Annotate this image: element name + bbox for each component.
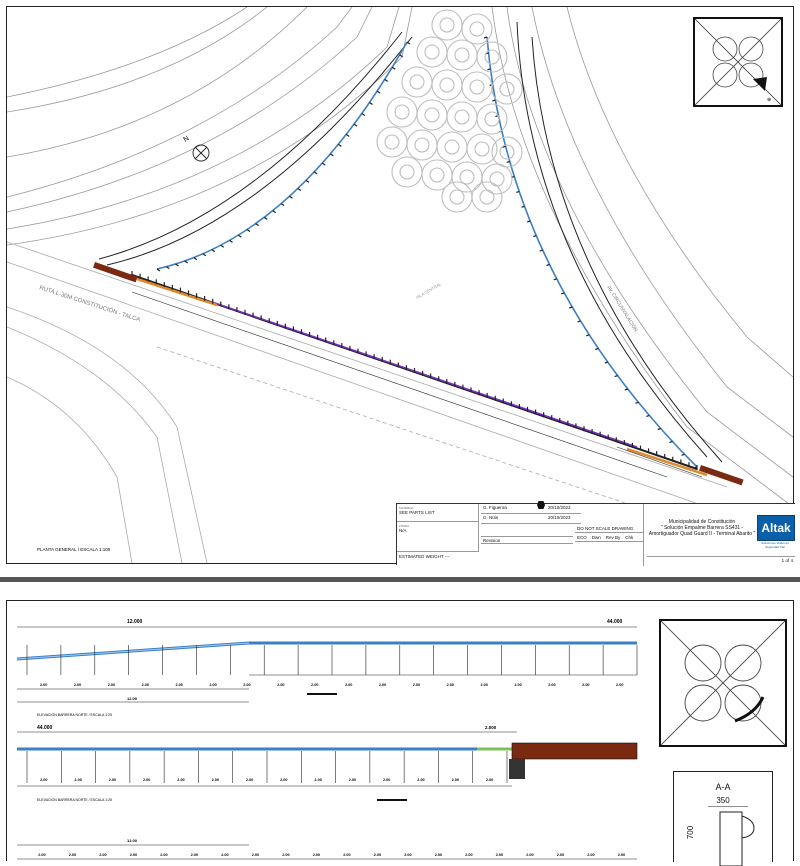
post-mark [157, 269, 160, 271]
post-mark [370, 102, 373, 104]
spacing-label: 2.00 [209, 683, 217, 687]
island-label: ISLA CENTRAL [415, 281, 442, 300]
drawn-by: G. Figueroa [483, 505, 507, 510]
post-mark [669, 441, 672, 442]
key-plan-minimap-2 [659, 619, 787, 747]
post-mark [264, 217, 267, 219]
post-mark [561, 293, 564, 294]
spacing-label: 2.00 [277, 683, 285, 687]
section-profile [700, 806, 760, 866]
post-mark [569, 307, 572, 308]
spacing-label: 2.00 [282, 853, 290, 857]
tree-icon [432, 70, 462, 100]
spacing-label: 2.00 [74, 778, 82, 782]
spacing-label: 2.00 [243, 683, 251, 687]
elevation-drawing [7, 601, 657, 862]
top-dim-1: 12.000 [127, 619, 143, 625]
spacing-label: 2.00 [343, 853, 351, 857]
spacing-label: 2.00 [175, 683, 183, 687]
post-mark [212, 250, 215, 252]
bottom-dim: 12.00 [127, 838, 138, 843]
tree-icon [442, 182, 472, 212]
tree-icon [432, 10, 462, 40]
spacing-label: 2.00 [434, 853, 443, 857]
spacing-label: 2.00 [617, 853, 626, 857]
post-mark [230, 240, 233, 242]
post-mark [346, 134, 349, 136]
date-2: 20/10/2023 [548, 515, 571, 520]
mid-dim-1: 44.000 [37, 725, 53, 731]
spacing-label: 2.00 [251, 853, 260, 857]
section-aa [673, 771, 773, 862]
spacing-label: 2.00 [211, 778, 219, 782]
spacing-label: 2.00 [526, 853, 534, 857]
post-mark [238, 235, 241, 237]
post-mark [338, 144, 341, 146]
post-mark [407, 42, 410, 44]
elevation-sheet [6, 600, 794, 861]
roundabout-arcs [7, 7, 412, 245]
post-mark [194, 258, 197, 260]
spacing-label: 2.00 [107, 683, 116, 687]
spacing-label: 2.00 [221, 853, 229, 857]
spacing-label: 2.00 [465, 853, 473, 857]
post-mark [176, 264, 179, 266]
sheet-total: 4 [790, 558, 793, 563]
post-mark [635, 402, 638, 403]
spacing-label: 2.00 [404, 853, 412, 857]
date-1: 20/10/2023 [548, 505, 571, 510]
post-mark [377, 91, 380, 93]
dwn-label: Dwn [591, 535, 601, 540]
post-mark [646, 415, 649, 416]
post-mark [185, 261, 188, 263]
spacing-label: 2.00 [312, 853, 321, 857]
spacing-label: 2.00 [143, 778, 151, 782]
top-sub-dim: 12.00 [127, 696, 138, 701]
blue-rails [132, 37, 707, 475]
finish-value: N/A [399, 528, 407, 533]
tree-icon [447, 102, 477, 132]
do-not-scale: DO NOT SCALE DRAWING [577, 526, 634, 531]
spacing-label: 2.00 [383, 778, 391, 782]
spacing-label: 2.00 [373, 853, 382, 857]
tree-icon [477, 104, 507, 134]
scale-bar-2 [377, 799, 407, 801]
spacing-label: 2.00 [582, 683, 590, 687]
post-mark [625, 389, 628, 390]
spacing-label: 2.00 [616, 683, 624, 687]
post-mark [578, 321, 581, 322]
post-mark [166, 267, 169, 269]
tree-icon [387, 97, 417, 127]
post-mark [221, 245, 224, 247]
spacing-label: 2.00 [160, 853, 168, 857]
elevation-label-2: ELEVACION BARRERA NORTE / ESCALA 1:25 [37, 798, 112, 802]
spacing-label: 2.00 [129, 853, 138, 857]
qr-stamp-icon [537, 501, 545, 509]
spacing-label: 2.00 [556, 853, 565, 857]
spacing-label: 2.00 [446, 683, 455, 687]
svg-text:⊕: ⊕ [767, 97, 772, 103]
orange-rail-right [627, 449, 707, 475]
spacing-label: 2.00 [314, 778, 322, 782]
tree-icon [392, 157, 422, 187]
mid-spacing-labels [40, 778, 493, 782]
post-mark [273, 211, 276, 213]
tree-icon [462, 14, 492, 44]
post-mark [392, 67, 395, 69]
post-mark [586, 335, 589, 336]
tree-icon [377, 127, 407, 157]
post-mark [605, 362, 608, 363]
post-mark [290, 196, 293, 198]
terminal-left [93, 262, 138, 282]
elevation-top [17, 627, 637, 702]
mid-posts [27, 751, 507, 783]
tree-icon [437, 132, 467, 162]
spacing-label: 2.00 [245, 778, 254, 782]
post-mark [298, 189, 301, 191]
finish-header: FINISH [399, 524, 409, 528]
spacing-label: 2.00 [99, 853, 107, 857]
eco-label: ECO [577, 535, 587, 540]
spacing-label: 2.00 [38, 853, 46, 857]
spacing-label: 2.00 [344, 683, 353, 687]
title-block [396, 503, 795, 565]
spacing-label: 2.00 [348, 778, 357, 782]
top-posts [27, 645, 637, 675]
tree-icon [472, 182, 502, 212]
tree-icon [452, 162, 482, 192]
mid-dim-2: 2.000 [485, 725, 497, 730]
chk-label: Chk [625, 535, 634, 540]
post-mark [203, 254, 206, 256]
section-label: A-A [715, 782, 731, 792]
spacing-label: 2.00 [417, 778, 425, 782]
top-dim-2: 44.000 [607, 619, 623, 625]
post-mark [595, 349, 598, 350]
spacing-label: 2.00 [190, 853, 199, 857]
purple-rail [212, 302, 637, 447]
client-name: Municipalidad de Constitución [668, 519, 736, 525]
post-mark [615, 376, 618, 377]
section-width: 350 [716, 796, 730, 805]
spacing-label: 2.00 [412, 683, 421, 687]
post-mark [247, 230, 250, 232]
spacing-label: 2.00 [587, 853, 595, 857]
weight-value: --- [444, 554, 450, 559]
north-arrow-icon [193, 145, 209, 161]
altak-tagline: Soluciones Viales de Seguridad Vial [761, 541, 789, 549]
spacing-label: 2.00 [68, 853, 77, 857]
post-mark [330, 154, 333, 156]
spacing-label: 2.00 [495, 853, 504, 857]
key-plan-minimap [693, 17, 783, 107]
scale-bar-1 [307, 693, 337, 695]
tree-icon [447, 40, 477, 70]
road-label-right: AV. CIRCUNVALACIÓN [605, 284, 639, 333]
post-mark [354, 124, 357, 126]
post-mark [306, 180, 309, 182]
spacing-label: 2.00 [514, 683, 522, 687]
sheet-of: of [785, 558, 790, 563]
post-mark [256, 224, 259, 226]
estimated-weight: ESTIMATED WEIGHT [399, 554, 444, 559]
checked-by: G. Nüin [483, 515, 499, 520]
spacing-label: 2.00 [451, 778, 459, 782]
revision-label: Revision [483, 538, 501, 543]
post-mark [658, 429, 661, 430]
posts [132, 37, 697, 470]
post-mark [322, 163, 325, 165]
spacing-label: 2.00 [485, 778, 494, 782]
blue-rail-left [157, 42, 407, 269]
tree-icon [417, 100, 447, 130]
tree-cluster [377, 10, 522, 212]
rev-by-label: Rev By [605, 535, 621, 540]
post-mark [385, 79, 388, 81]
spacing-label: 2.00 [39, 683, 48, 687]
tree-icon [477, 42, 507, 72]
parts-list: SEE PARTS LIST [399, 510, 435, 515]
road-label-left: RUTA L-30M CONSTITUCIÓN - TALCA [38, 285, 141, 324]
north-label: N [182, 135, 191, 144]
spacing-label: 2.00 [311, 683, 319, 687]
post-mark [281, 204, 284, 206]
spacing-label: 2.00 [280, 778, 288, 782]
spacing-label: 2.00 [40, 778, 48, 782]
qr-patch-icon [509, 759, 525, 779]
post-mark [362, 113, 365, 115]
tree-icon [492, 74, 522, 104]
elevation-bottom [17, 845, 637, 859]
barrier-curves [99, 22, 722, 462]
spacing-label: 2.00 [548, 683, 556, 687]
sheet-separator [0, 571, 800, 589]
top-spacing-labels [40, 683, 624, 687]
parts-list-header: MATERIAL [399, 506, 414, 510]
spacing-label: 2.00 [378, 683, 387, 687]
spacing-label: 2.00 [177, 778, 185, 782]
tree-icon [407, 130, 437, 160]
plan-sheet [6, 6, 794, 564]
spacing-label: 2.00 [141, 683, 150, 687]
section-height: 700 [686, 825, 696, 840]
orange-rail-left [137, 279, 217, 305]
tree-icon [402, 67, 432, 97]
plan-label: PLANTA GENERAL / ESCALA 1:100 [37, 547, 111, 552]
spacing-label: 2.00 [108, 778, 117, 782]
tree-icon [462, 72, 492, 102]
altak-logo: Altak [757, 515, 795, 541]
plan-drawing [7, 7, 793, 563]
elevation-label-1: ELEVACION BARRERA NORTE / ESCALA 1:25 [37, 713, 112, 717]
drawing-title-2: Amortiguador Quad Guard II - Terminal Abarito " [648, 531, 756, 537]
drawing-title-1: " Solución Empalme Barrera SS431 - [660, 525, 744, 531]
sheet-number: 1 [781, 558, 785, 563]
tree-icon [417, 37, 447, 67]
spacing-label: 2.00 [480, 683, 488, 687]
spacing-label: 2.00 [73, 683, 82, 687]
bottom-spacing-labels [38, 853, 625, 857]
blue-rail-right [487, 37, 697, 467]
post-mark [314, 172, 317, 174]
post-mark [682, 454, 685, 455]
